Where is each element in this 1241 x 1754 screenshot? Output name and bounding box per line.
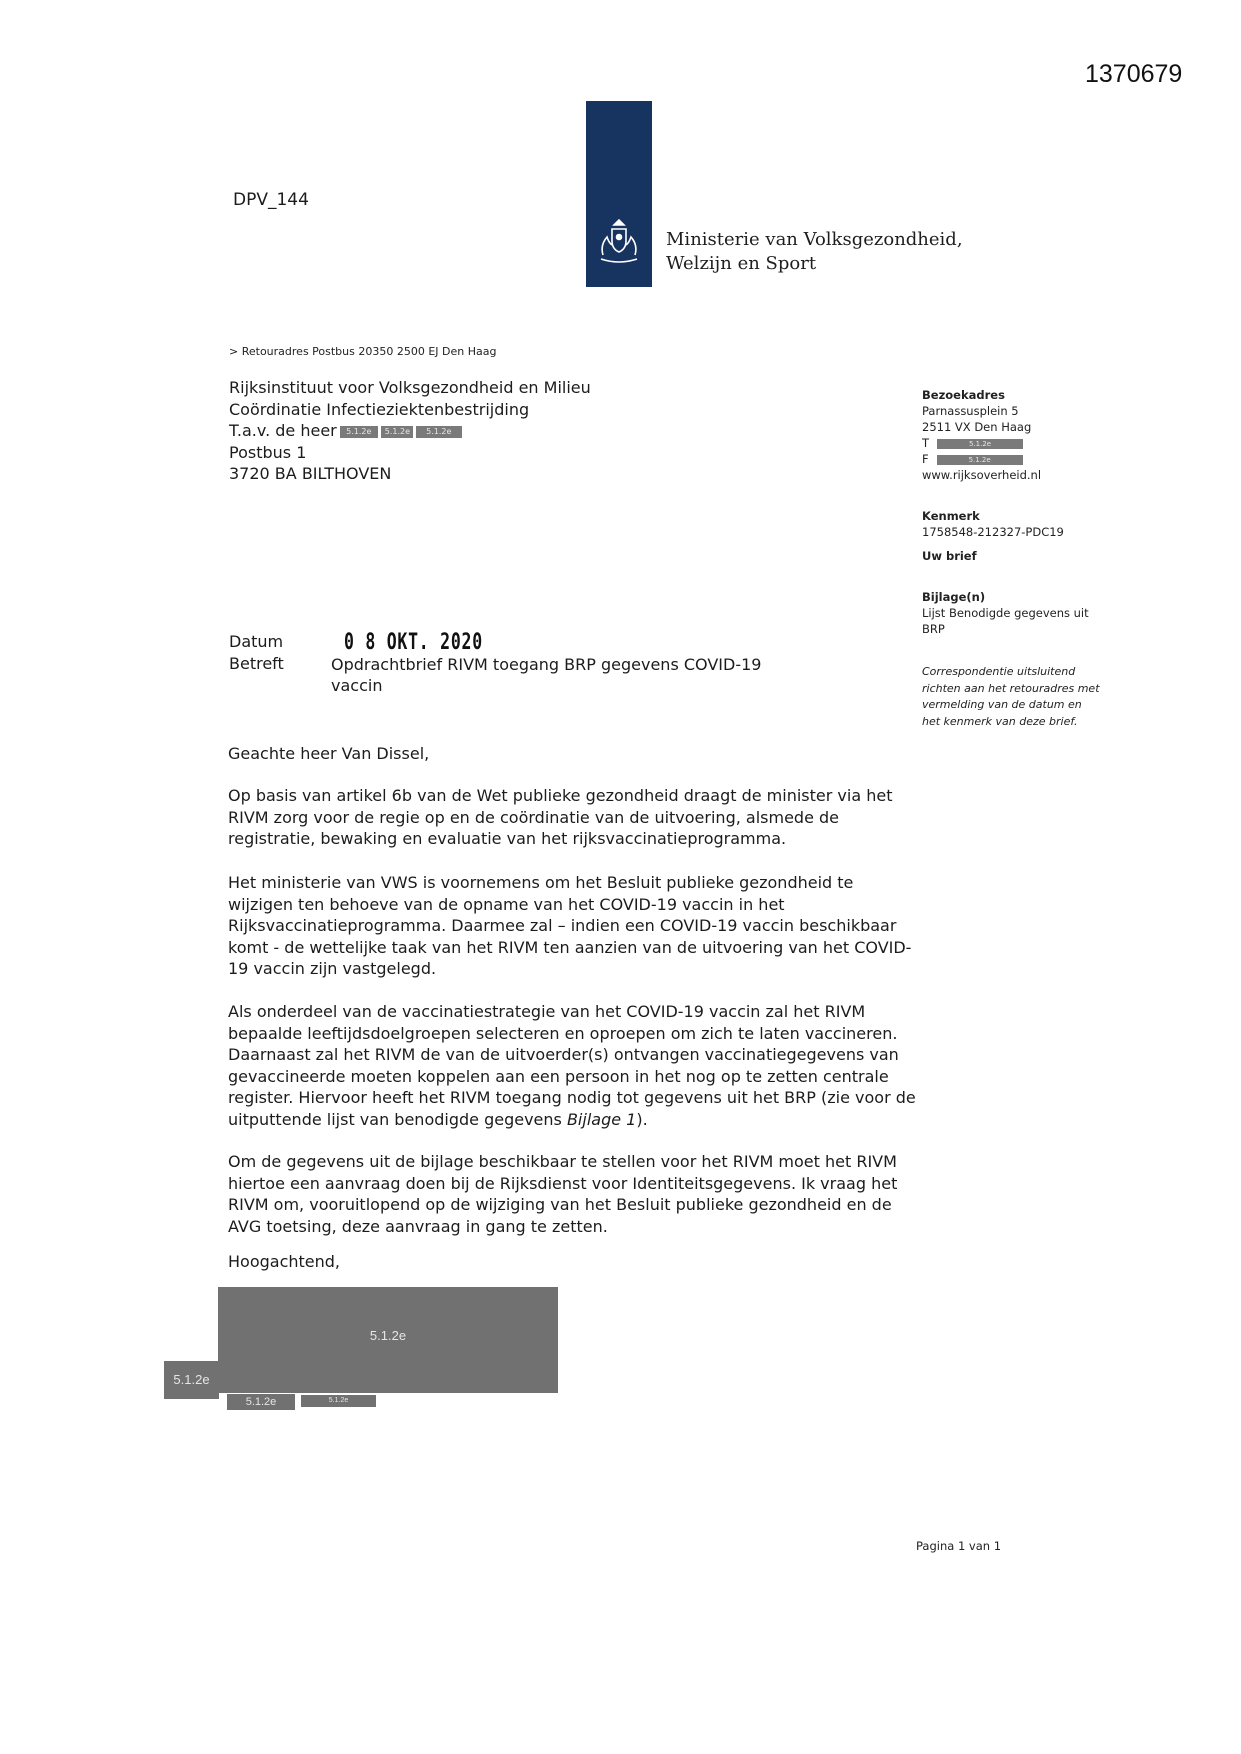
date-label: Datum xyxy=(229,632,284,651)
paragraph-2: Het ministerie van VWS is voornemens om het Besluit publieke gezondheid te wijzigen ten behoeve van de opname van het COVID-19 vaccin in het Rijksvaccinatieprogramma. Daarmee zal – indien een COVID-19 vaccin beschikbaar komt - de wettelijke taak van het RIVM ten aanzien van de uitvoering van het COVID-19 vaccin zijn vastgelegd. xyxy=(228,873,912,978)
sidebar-visit-address xyxy=(922,387,1041,483)
coat-of-arms-icon xyxy=(593,215,645,267)
redaction-box: 5.1.2e xyxy=(416,426,462,438)
attachment-reference: Bijlage 1 xyxy=(566,1109,637,1129)
recipient-address xyxy=(229,377,591,485)
reference-value: 1758548-212327-PDC19 xyxy=(922,525,1064,539)
redaction-box: 5.1.2e xyxy=(340,426,378,438)
subject-line1: Opdrachtbrief RIVM toegang BRP gegevens COVID-19 xyxy=(331,655,762,674)
recipient-line5: 3720 BA BILTHOVEN xyxy=(229,464,392,483)
closing: Hoogachtend, xyxy=(228,1252,341,1271)
visit-city: 2511 VX Den Haag xyxy=(922,420,1032,434)
attachments-value: Lijst Benodigde gegevens uit BRP xyxy=(922,606,1089,636)
sidebar-reference xyxy=(922,508,1064,540)
subject-line2: vaccin xyxy=(331,676,383,695)
ministry-name-line1: Ministerie van Volksgezondheid, xyxy=(666,229,963,250)
ministry-name xyxy=(666,228,963,276)
recipient-attention: T.a.v. de heer xyxy=(229,421,337,440)
subject-value xyxy=(331,654,761,696)
return-address: > Retouradres Postbus 20350 2500 EJ Den Haag xyxy=(229,345,497,358)
paragraph-4: Om de gegevens uit de bijlage beschikbaar te stellen voor het RIVM moet het RIVM hiertoe een aanvraag doen bij de Rijksdienst voor Identiteitsgegevens. Ik vraag het RIVM om, vooruitlopend op de wijziging van het Besluit publieke gezondheid en de AVG toetsing, deze aanvraag in gang te zetten. xyxy=(228,1152,898,1236)
sidebar-attachments xyxy=(922,589,1102,637)
website-link: www.rijksoverheid.nl xyxy=(922,468,1042,482)
recipient-line1: Rijksinstituut voor Volksgezondheid en Milieu xyxy=(229,378,591,397)
redaction-box: 5.1.2e xyxy=(937,439,1023,449)
ministry-logo-bar xyxy=(586,101,652,287)
redaction-box: 5.1.2e xyxy=(381,426,413,438)
your-letter-label: Uw brief xyxy=(922,549,977,563)
subject-label: Betreft xyxy=(229,654,284,673)
fax-row: F 5.1.2e xyxy=(922,451,1041,467)
date-stamp: 0 8 OKT. 2020 xyxy=(344,630,483,655)
salutation: Geachte heer Van Dissel, xyxy=(228,744,430,763)
redaction-label: 5.1.2e xyxy=(369,1328,407,1343)
signature-redaction-left: 5.1.2e xyxy=(164,1361,219,1399)
visit-street: Parnassusplein 5 xyxy=(922,404,1019,418)
recipient-line2: Coördinatie Infectieziektenbestrijding xyxy=(229,399,530,419)
visit-address-label: Bezoekadres xyxy=(922,388,1005,402)
correspondence-note: Correspondentie uitsluitend richten aan het retouradres met vermelding van de datum en het kenmerk van deze brief. xyxy=(922,665,1100,728)
paragraph-1: Op basis van artikel 6b van de Wet publieke gezondheid draagt de minister via het RIVM zorg voor de regie op en de coördinatie van de uitvoering, alsmede de registratie, bewaking en evaluatie van het rijksvaccinatieprogramma. xyxy=(228,786,893,848)
attachments-label: Bijlage(n) xyxy=(922,590,986,604)
page-number: Pagina 1 van 1 xyxy=(916,1539,1002,1553)
ministry-name-line2: Welzijn en Sport xyxy=(666,253,817,274)
signature-redaction xyxy=(218,1287,558,1393)
phone-row: T 5.1.2e xyxy=(922,435,1041,451)
sidebar-your-letter xyxy=(922,548,977,564)
signature-redaction-name: 5.1.2e xyxy=(227,1394,295,1410)
paragraph-3: Als onderdeel van de vaccinatiestrategie van het COVID-19 vaccin zal het RIVM bepaalde leeftijdsdoelgroepen selecteren en oproepen om zich te laten vaccineren. Daarnaast zal het RIVM de van de uitvoerder(s) ontvangen vaccinatiegegevens van gevaccineerde moeten koppelen aan een persoon in het nog op te zetten centrale register. Hiervoor heeft het RIVM toegang nodig tot gegevens uit het BRP (zie voor de uitputtende lijst van benodigde gegevens Bijlage 1). xyxy=(228,1002,916,1129)
signature-redaction-title: 5.1.2e xyxy=(301,1395,376,1407)
document-number: 1370679 xyxy=(1085,60,1183,88)
recipient-line4: Postbus 1 xyxy=(229,442,307,462)
recipient-line3 xyxy=(229,420,591,442)
reference-code: DPV_144 xyxy=(233,190,309,210)
redaction-box: 5.1.2e xyxy=(937,455,1023,465)
reference-label: Kenmerk xyxy=(922,509,980,523)
